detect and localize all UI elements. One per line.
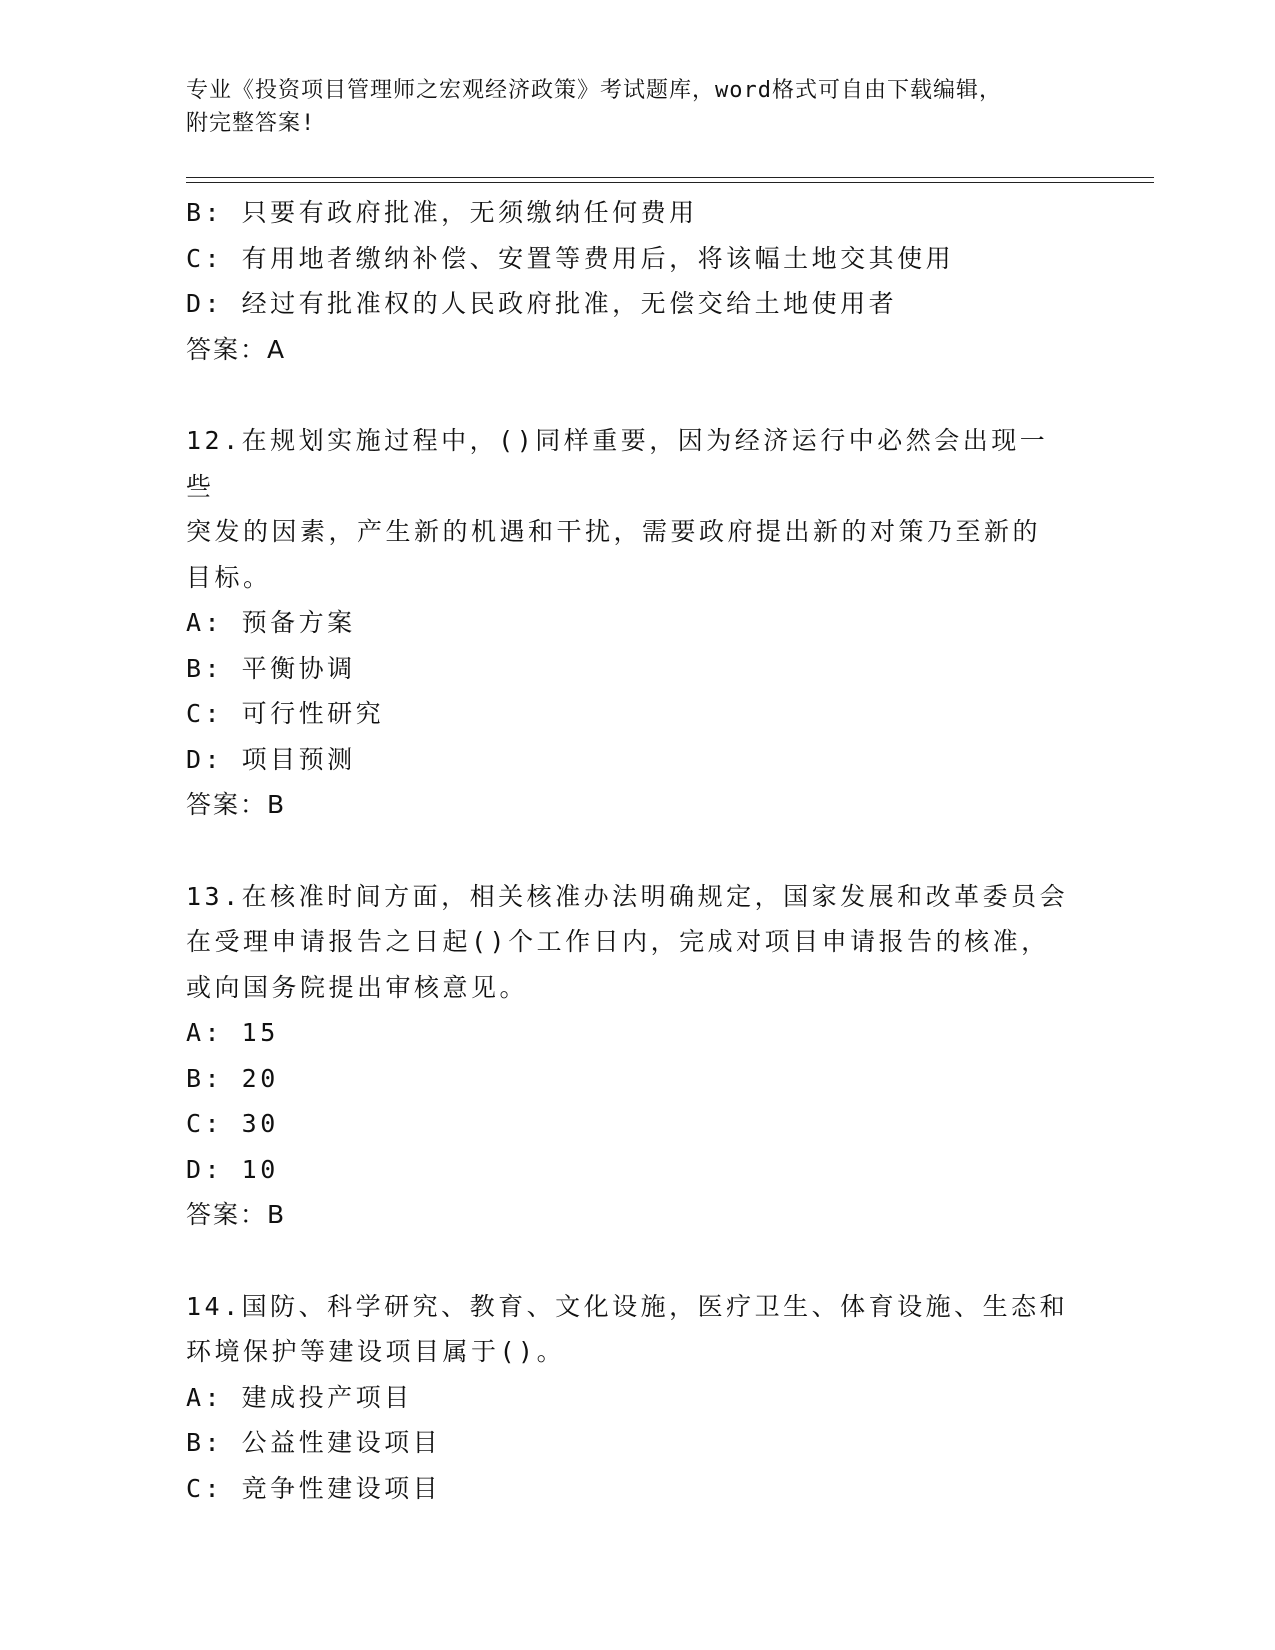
option-c: C: 竞争性建设项目 (186, 1473, 442, 1503)
document-header (186, 74, 1086, 140)
header-divider-bottom (186, 182, 1154, 183)
answer: 答案：B (186, 1200, 287, 1229)
stem-line: 突发的因素，产生新的机遇和干扰，需要政府提出新的对策乃至新的 (186, 517, 1042, 546)
question-12 (186, 418, 1086, 828)
question-stem (186, 874, 1076, 1011)
question-14 (186, 1284, 1086, 1512)
question-stem (186, 1284, 1076, 1375)
option-d: D: 项目预测 (186, 744, 356, 774)
option-d: D: 经过有批准权的人民政府批准，无偿交给土地使用者 (186, 289, 898, 318)
option-b: B: 公益性建设项目 (186, 1428, 442, 1457)
option-c: C: 可行性研究 (186, 699, 385, 728)
question-stem (186, 418, 1076, 600)
option-b: B: 20 (186, 1063, 279, 1093)
option-c: C: 有用地者缴纳补偿、安置等费用后，将该幅土地交其使用 (186, 243, 955, 273)
stem-line: 12.在规划实施过程中，()同样重要，因为经济运行中必然会出现一些 (186, 426, 1049, 501)
header-line-2: 附完整答案! (186, 111, 316, 136)
stem-line: 在受理申请报告之日起()个工作日内，完成对项目申请报告的核准， (186, 927, 1050, 956)
header-line-1: 专业《投资项目管理师之宏观经济政策》考试题库，word格式可自由下载编辑， (186, 78, 1002, 103)
stem-line: 或向国务院提出审核意见。 (186, 972, 529, 1002)
question-13 (186, 874, 1086, 1238)
stem-line: 14.国防、科学研究、教育、文化设施，医疗卫生、体育设施、生态和 (186, 1291, 1069, 1321)
header-divider-top (186, 177, 1154, 178)
stem-line: 13.在核准时间方面，相关核准办法明确规定，国家发展和改革委员会 (186, 881, 1069, 911)
previous-question-tail (186, 190, 1086, 372)
option-b: B: 只要有政府批准，无须缴纳任何费用 (186, 198, 698, 227)
option-a: A: 建成投产项目 (186, 1382, 413, 1412)
option-d: D: 10 (186, 1154, 279, 1184)
answer: 答案：B (186, 790, 287, 819)
stem-line: 目标。 (186, 562, 272, 592)
answer: 答案：A (186, 334, 287, 364)
option-b: B: 平衡协调 (186, 653, 356, 683)
stem-line: 环境保护等建设项目属于()。 (186, 1337, 566, 1366)
question-content (186, 190, 1086, 1511)
option-a: A: 预备方案 (186, 608, 356, 637)
option-a: A: 15 (186, 1018, 279, 1047)
option-c: C: 30 (186, 1109, 279, 1138)
